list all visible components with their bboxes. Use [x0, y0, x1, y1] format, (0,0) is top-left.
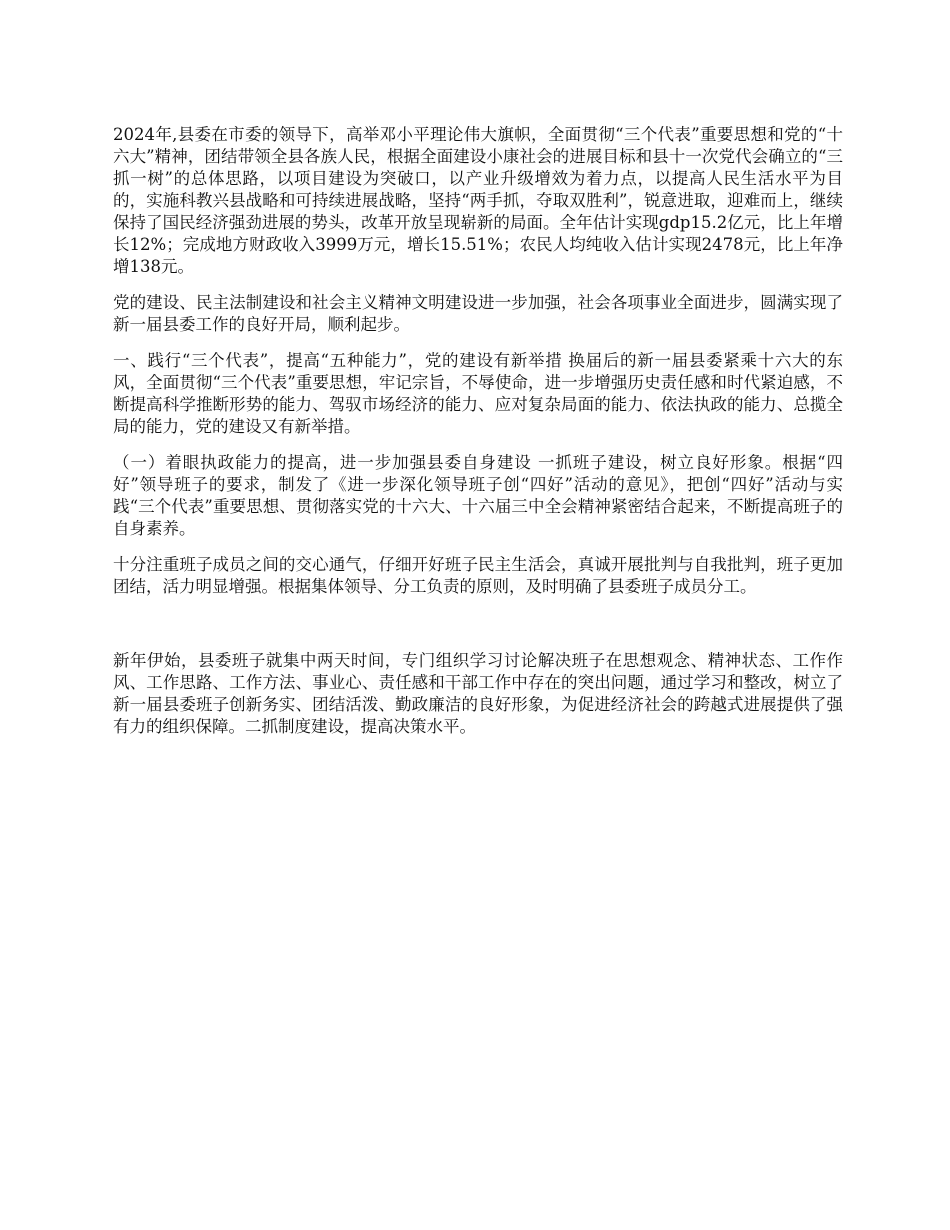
paragraph-party-building: 党的建设、民主法制建设和社会主义精神文明建设进一步加强，社会各项事业全面进步，圆满实现了新一届县委工作的良好开局，顺利起步。 [113, 293, 843, 334]
document-body [113, 124, 843, 752]
paragraph-subsection-one: （一）着眼执政能力的提高，进一步加强县委自身建设 一抓班子建设，树立良好形象。根据“四好”领导班子的要求，制发了《进一步深化领导班子创“四好”活动的意见》，把创“四好”活动与实践“三个代表”重要思想、贯彻落实党的十六大、十六届三中全会精神紧密结合起来，不断提高班子的自身素养。 [113, 453, 843, 538]
paragraph-section-one: 一、践行“三个代表”，提高“五种能力”，党的建设有新举措 换届后的新一届县委紧乘十六大的东风，全面贯彻“三个代表”重要思想，牢记宗旨，不辱使命，进一步增强历史责任感和时代紧迫感，不断提高科学推断形势的能力、驾驭市场经济的能力、应对复杂局面的能力、依法执政的能力、总揽全局的能力，党的建设又有新举措。 [113, 351, 843, 436]
paragraph-work-summary: 2024年,县委在市委的领导下，高举邓小平理论伟大旗帜，全面贯彻“三个代表”重要思想和党的“十六大”精神，团结带领全县各族人民，根据全面建设小康社会的进展目标和县十一次党代会确立的“三抓一树”的总体思路，以项目建设为突破口，以产业升级增效为着力点，以提高人民生活水平为目的，实施科教兴县战略和可持续进展战略，坚持“两手抓，夺取双胜利”，锐意进取，迎难而上，继续保持了国民经济强劲进展的势头，改革开放呈现崭新的局面。全年估计实现gdp15.2亿元，比上年增长12%；完成地方财政收入3999万元，增长15.51%；农民人均纯收入估计实现2478元，比上年净增138元。 [113, 125, 843, 276]
paragraph-team-communication: 十分注重班子成员之间的交心通气，仔细开好班子民主生活会，真诚开展批判与自我批判，班子更加团结，活力明显增强。根据集体领导、分工负责的原则，及时明确了县委班子成员分工。 [113, 555, 843, 596]
paragraph-new-year-study: 新年伊始，县委班子就集中两天时间，专门组织学习讨论解决班子在思想观念、精神状态、工作作风、工作思路、工作方法、事业心、责任感和干部工作中存在的突出问题，通过学习和整改，树立了新一届县委班子创新务实、团结活泼、勤政廉洁的良好形象，为促进经济社会的跨越式进展提供了强有力的组织保障。二抓制度建设，提高决策水平。 [113, 651, 843, 736]
